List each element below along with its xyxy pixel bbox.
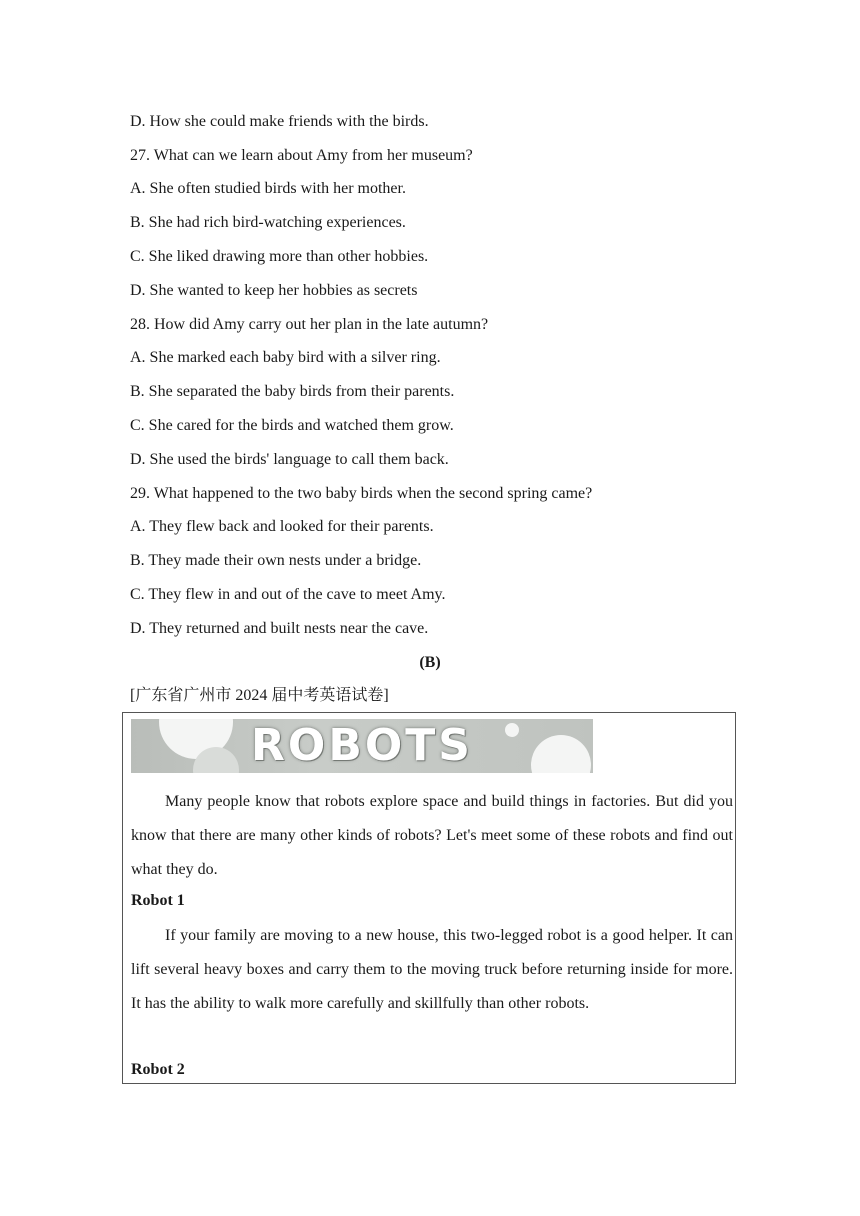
- robot-1-text: If your family are moving to a new house, this two-legged robot is a good helper. It can lift several heavy boxes and carry them to the moving truck before returning inside for more. It has the ability to walk more carefully and skillfully than other robots.: [131, 927, 733, 1012]
- question-29-option-d: D. They returned and built nests near the cave.: [130, 620, 429, 637]
- question-27-option-a: A. She often studied birds with her mother.: [130, 180, 406, 197]
- question-26-option-d: D. How she could make friends with the birds.: [130, 113, 429, 130]
- question-28-stem: 28. How did Amy carry out her plan in the late autumn?: [130, 316, 489, 333]
- question-27-option-d: D. She wanted to keep her hobbies as secrets: [130, 282, 418, 299]
- source-citation: [广东省广州市 2024 届中考英语试卷]: [130, 687, 389, 704]
- robots-banner-image: [131, 719, 593, 773]
- robot-1-paragraph: [131, 919, 733, 1021]
- reading-passage-box: [122, 712, 736, 1084]
- question-29-stem: 29. What happened to the two baby birds when the second spring came?: [130, 485, 593, 502]
- question-27-option-c: C. She liked drawing more than other hobbies.: [130, 248, 429, 265]
- question-29-option-c: C. They flew in and out of the cave to meet Amy.: [130, 586, 446, 603]
- question-29-option-b: B. They made their own nests under a bridge.: [130, 552, 422, 569]
- question-28-option-d: D. She used the birds' language to call them back.: [130, 451, 449, 468]
- intro-text: Many people know that robots explore space and build things in factories. But did you know that there are many other kinds of robots? Let's meet some of these robots and find out what they do.: [131, 793, 733, 878]
- question-27-option-b: B. She had rich bird-watching experiences.: [130, 214, 406, 231]
- robot-1-heading: Robot 1: [131, 892, 185, 909]
- robot-2-heading: Robot 2: [131, 1061, 185, 1078]
- question-28-option-c: C. She cared for the birds and watched them grow.: [130, 417, 454, 434]
- question-28-option-a: A. She marked each baby bird with a silver ring.: [130, 349, 441, 366]
- question-28-option-b: B. She separated the baby birds from their parents.: [130, 383, 455, 400]
- intro-paragraph: [131, 785, 733, 887]
- banner-title: ROBOTS: [251, 720, 473, 771]
- question-27-stem: 27. What can we learn about Amy from her museum?: [130, 147, 473, 164]
- section-label: (B): [419, 654, 441, 671]
- question-29-option-a: A. They flew back and looked for their parents.: [130, 518, 434, 535]
